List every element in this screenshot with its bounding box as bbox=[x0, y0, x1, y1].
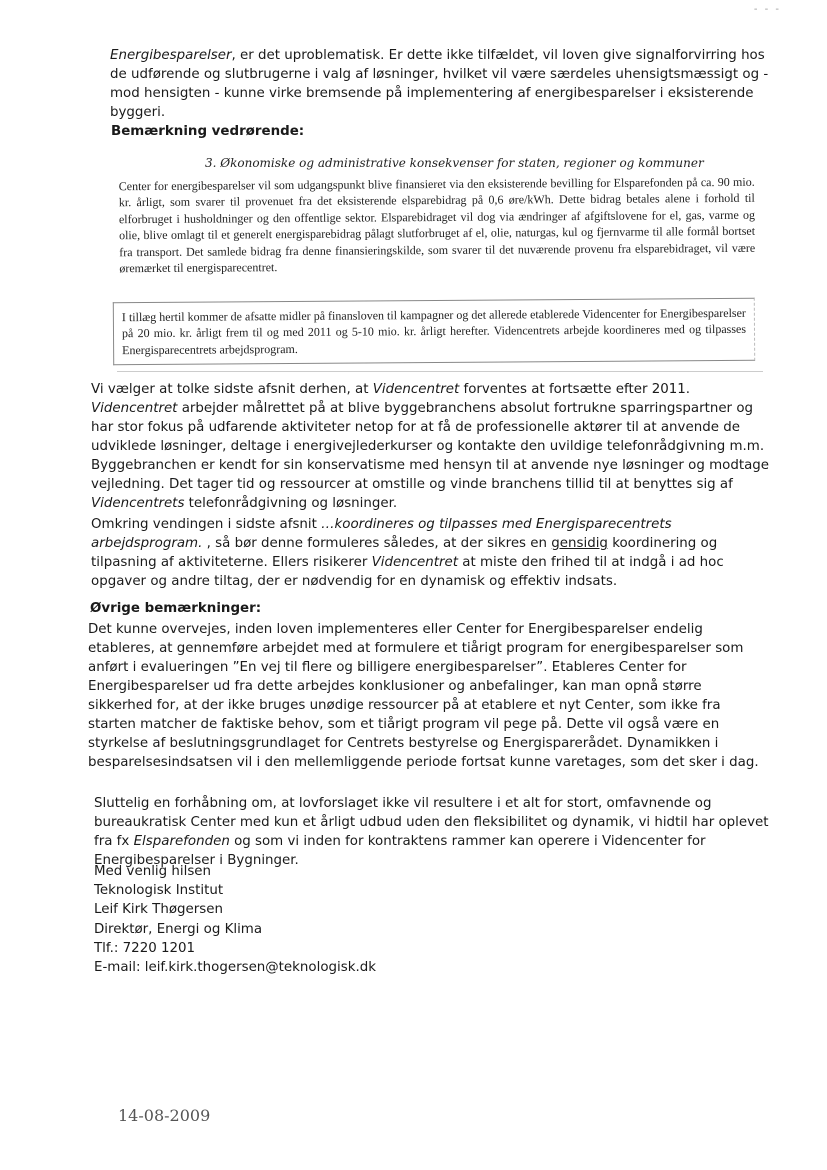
italic-term: Energibesparelser bbox=[110, 48, 232, 63]
text-run: Sluttelig en forhåbning om, at lovforslaget ikke vil resultere i et alt for stort, omfavnende og bureaukratisk Center med kun et årligt udbud uden den fleksibilitet og dynamik, vi hidtil har oplevet fra fx bbox=[94, 796, 769, 849]
paragraph-other-remarks: Det kunne overvejes, inden loven implementeres eller Center for Energibesparelser endelig etableres, at gennemføre arbejdet med at formulere et tiårigt program for energibesparelser som anført i evalueringen ”En vej til flere og billigere energibesparelser”. Etableres Center for Energibesparelser ud fra dette arbejdes konklusioner og anbefalinger, kan man opnå større sikkerhed for, at der ikke bruges unødige ressourcer på at etablere et nyt Center, som ikke fra starten matcher de faktiske behov, som et tiårigt program vil pege på. Dette vil også være en styrkelse af beslutningsgrundlaget for Centrets bestyrelse og Energisparerådet. Dynamikken i besparelsesindsatsen vil i den mellemliggende periode fortsat kunne varetages, som det sker i dag. bbox=[88, 622, 759, 770]
signer-name: Leif Kirk Thøgersen bbox=[94, 902, 223, 918]
section-heading-remark: Bemærkning vedrørende: bbox=[111, 124, 305, 139]
clipping-body: Center for energibesparelser vil som udgangspunkt blive finansieret via den eksisterende bevilling for Elsparefonden på ca. 90 mio. kr. årligt, som svarer til provenuet fra det eksisterende elsparebidrag på 0,6 øre/kWh. Dette bidrag betales alene i forhold til elforbruget i husholdninger og den offentlige sektor. Elsparebidraget vil dog via ændringer af afgiftslovene for el, gas, varme og olie, blive omlagt til et generelt energisparebidrag pålagt slutforbruget af el, olie, naturgas, kul og fjernvarme til alle formål bortset fra transport. Det samlede bidrag fra denne finansieringskilde, som svarer til det nuværende provenu fra elsparebidraget, vil være øremærket til energisparecentret. bbox=[118, 174, 756, 276]
text-run: Omkring vendingen i sidste afsnit bbox=[91, 517, 322, 532]
paragraph-conclusion bbox=[94, 794, 774, 870]
phone: Tlf.: 7220 1201 bbox=[94, 940, 196, 956]
text-run: arbejder målrettet på at blive byggebranchens absolut fortrukne sparringspartner og har stor fokus på udfarende aktiviteter netop for at få de professionelle aktører til at anvende de udviklede løsninger, deltage i energivejlederkurser og kontakte den uvildige telefonrådgivning m.m. Byggebranchen er kendt for sin konservatisme med hensyn til at anvende nye løsninger og modtage vejledning. Det tager tid og ressourcer at omstille og vinde branchens tillid til at benyttes sig af bbox=[91, 401, 770, 492]
paragraph-text: , er det uproblematisk. Er dette ikke tilfældet, vil loven give signalforvirring hos de udførende og slutbrugerne i valg af løsninger, hvilket vil være særdeles uhensigtsmæssigt og - mod hensigten - kunne virke bremsende på implementering af energibesparelser i eksisterende byggeri. bbox=[110, 48, 769, 120]
italic-term: Videncentret bbox=[372, 382, 460, 397]
text-run: og som vi inden for kontraktens rammer kan operere i Videncenter for Energibesparelser i Bygninger. bbox=[94, 834, 706, 868]
italic-term: Videncentret bbox=[91, 401, 178, 416]
text-run: , så bør denne formuleres således, at der sikres en bbox=[202, 536, 552, 551]
clipping-boxed-text: I tillæg hertil kommer de afsatte midler på finansloven til kampagner og det allerede etablerede Videncenter for Energibesparelser på 20 mio. kr. årligt frem til og med 2011 og 5-10 mio. kr. årligt herefter. Videncentrets arbejde koordineres med og tilpasses Energisparecentrets arbejdsprogram. bbox=[113, 298, 755, 366]
italic-term: Videncentrets bbox=[91, 496, 185, 511]
scan-header-mark: - - - bbox=[753, 4, 781, 15]
text-run: at miste den frihed til at indgå i ad hoc opgaver og andre tiltag, der er nødvendig for en dynamisk og effektiv indsats. bbox=[91, 555, 724, 589]
paragraph-intro bbox=[110, 46, 770, 122]
text-run: koordinering og tilpasning af aktiviteterne. Ellers risikerer bbox=[91, 536, 718, 570]
paragraph-coordination bbox=[91, 515, 771, 591]
text-run: forventes at fortsætte efter 2011. bbox=[459, 382, 691, 397]
greeting: Med venlig hilsen bbox=[94, 864, 212, 879]
date-stamp: 14-08-2009 bbox=[118, 1106, 211, 1125]
text-run: Vi vælger at tolke sidste afsnit derhen, at bbox=[91, 382, 373, 397]
paragraph-interpretation bbox=[91, 380, 771, 513]
underlined-term: gensidig bbox=[551, 536, 608, 551]
italic-term: Videncentret bbox=[371, 555, 459, 570]
section-heading-other-remarks: Øvrige bemærkninger: bbox=[90, 601, 262, 616]
email: E-mail: leif.kirk.thogersen@teknologisk.dk bbox=[94, 960, 376, 976]
signature-block bbox=[94, 862, 376, 977]
clipping-title: 3. Økonomiske og administrative konsekvenser for staten, regioner og kommuner bbox=[205, 156, 704, 170]
italic-term: Elsparefonden bbox=[133, 834, 230, 849]
organization: Teknologisk Institut bbox=[94, 883, 224, 899]
text-run: telefonrådgivning og løsninger. bbox=[184, 496, 398, 511]
signer-title: Direktør, Energi og Klima bbox=[94, 921, 263, 937]
italic-quote: …koordineres og tilpasses med Energisparecentrets arbejdsprogram. bbox=[91, 517, 672, 551]
divider bbox=[117, 371, 763, 372]
